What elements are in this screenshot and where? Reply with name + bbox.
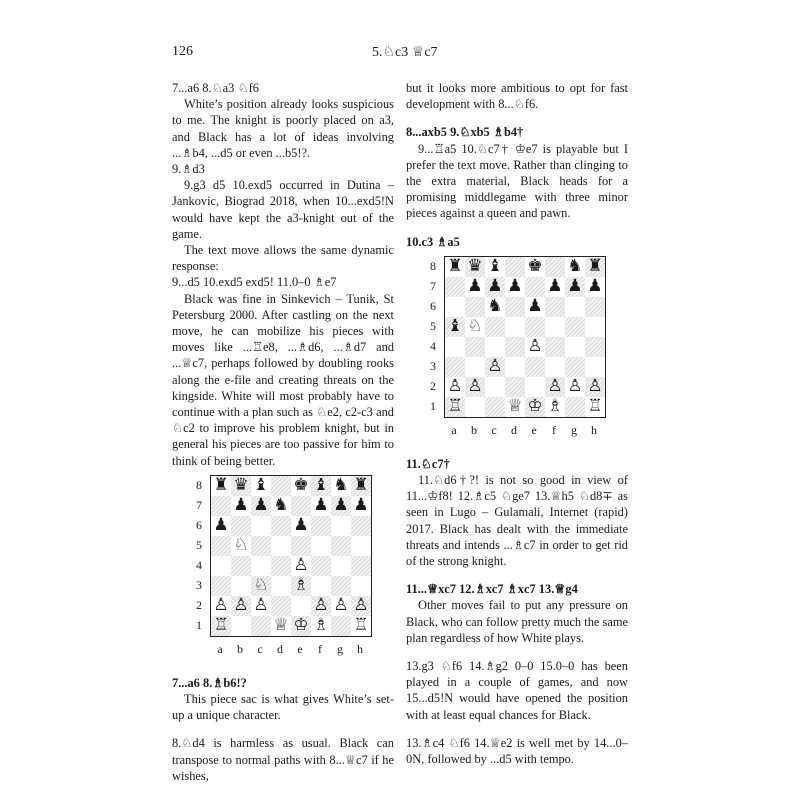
chess-piece-icon: ♙	[467, 376, 483, 397]
paragraph-gap	[406, 112, 628, 124]
chess-piece-icon: ♙	[587, 376, 603, 397]
chess-piece-icon: ♖	[213, 615, 229, 636]
chess-piece-icon: ♜	[353, 475, 369, 496]
board-square	[525, 337, 545, 357]
board-square	[231, 536, 251, 556]
rank-label: 5	[196, 537, 202, 552]
chess-piece-icon: ♟	[333, 495, 349, 516]
chess-piece-icon: ♘	[233, 535, 249, 556]
board-square	[291, 536, 311, 556]
chess-piece-icon: ♙	[233, 595, 249, 616]
chess-piece-icon: ♝	[313, 475, 329, 496]
paragraph-gap	[406, 222, 628, 234]
file-label: e	[297, 641, 303, 656]
file-label: e	[531, 422, 537, 437]
move-line: 8...axb5 9.♘xb5 ♗b4†	[406, 125, 524, 140]
board-square	[525, 257, 545, 277]
board-square	[291, 596, 311, 616]
commentary-paragraph: but it looks more ambitious to opt for fast development with 8...♘f6.	[406, 81, 628, 112]
board-square	[505, 357, 525, 377]
board-square	[545, 277, 565, 297]
rank-label: 2	[430, 378, 436, 393]
board-square	[485, 297, 505, 317]
left-column	[172, 80, 394, 784]
board-square	[545, 337, 565, 357]
chess-piece-icon: ♘	[253, 575, 269, 596]
chess-piece-icon: ♕	[507, 396, 523, 417]
file-label: h	[357, 641, 363, 656]
board-square	[465, 397, 485, 417]
commentary-paragraph: White’s position already looks suspicious to me. The knight is poorly placed on a3, and Black has a lot of ideas involving ...♗b4, ...d5 or even ...b5!?.	[172, 97, 394, 160]
rank-label: 3	[430, 358, 436, 373]
board-square	[311, 596, 331, 616]
board-square	[585, 257, 605, 277]
board-square	[231, 496, 251, 516]
file-label: c	[257, 641, 263, 656]
move-line: 9.♗d3	[172, 162, 205, 177]
board-square	[291, 476, 311, 496]
chess-piece-icon: ♝	[253, 475, 269, 496]
chess-piece-icon: ♙	[567, 376, 583, 397]
board-square	[445, 277, 465, 297]
board-square	[211, 496, 231, 516]
board-square	[465, 357, 485, 377]
rank-label: 7	[430, 278, 436, 293]
board-square	[565, 277, 585, 297]
commentary-paragraph: Black was fine in Sinkevich – Tunik, St Petersburg 2000. After castling on the next move, he can mobilize his pieces with moves like ...♖e8, ...♗d6, ...♗d7 and ...♕c7, perhaps followed by doubling rooks along the e-file and creating threats on the kingside. White will most probably have to continue with a plan such as ♘e2, c2-c3 and ♘c2 to improve his problem knight, but in general his pieces are too passive for him to think of being better.	[172, 291, 394, 468]
board-square	[271, 596, 291, 616]
file-label: h	[591, 422, 597, 437]
file-labels	[444, 422, 608, 438]
board-square	[545, 317, 565, 337]
chess-piece-icon: ♛	[233, 475, 249, 496]
move-line: 10.c3 ♗a5	[406, 234, 460, 249]
rank-labels	[192, 475, 206, 635]
commentary-paragraph: 13.g3 ♘f6 14.♗g2 0–0 15.0–0 has been played in a couple of games, and now 15...d5!N would have opened the position with at least equal chances for Black.	[406, 659, 628, 722]
board-square	[211, 596, 231, 616]
board-square	[331, 496, 351, 516]
rank-labels	[426, 256, 440, 416]
board-square	[311, 616, 331, 636]
chess-piece-icon: ♟	[253, 495, 269, 516]
rank-label: 8	[430, 258, 436, 273]
board-square	[351, 536, 371, 556]
board-square	[505, 257, 525, 277]
board-square	[291, 556, 311, 576]
board-square	[271, 576, 291, 596]
rank-label: 4	[430, 338, 436, 353]
chess-piece-icon: ♝	[447, 316, 463, 337]
board-square	[445, 297, 465, 317]
file-label: d	[511, 422, 517, 437]
board-square	[585, 397, 605, 417]
rank-label: 5	[430, 318, 436, 333]
chess-piece-icon: ♟	[353, 495, 369, 516]
board-square	[565, 317, 585, 337]
board-square	[485, 377, 505, 397]
chess-piece-icon: ♟	[507, 276, 523, 297]
board-square	[485, 337, 505, 357]
chess-piece-icon: ♗	[293, 575, 309, 596]
chess-piece-icon: ♙	[547, 376, 563, 397]
chess-piece-icon: ♙	[313, 595, 329, 616]
board-square	[465, 377, 485, 397]
rank-label: 6	[430, 298, 436, 313]
board-square	[585, 337, 605, 357]
paragraph-gap	[172, 723, 394, 735]
chess-piece-icon: ♙	[333, 595, 349, 616]
board-square	[465, 297, 485, 317]
chess-piece-icon: ♔	[293, 615, 309, 636]
board-square	[525, 377, 545, 397]
board-square	[585, 317, 605, 337]
paragraph-gap	[406, 646, 628, 658]
board-square	[465, 337, 485, 357]
board-square	[331, 616, 351, 636]
chess-piece-icon: ♟	[547, 276, 563, 297]
board-square	[545, 257, 565, 277]
board-square	[505, 337, 525, 357]
board-square	[505, 297, 525, 317]
board-square	[251, 536, 271, 556]
chess-piece-icon: ♗	[547, 396, 563, 417]
chess-diagram	[426, 256, 603, 456]
board-square	[525, 277, 545, 297]
board-square	[351, 476, 371, 496]
board-square	[565, 377, 585, 397]
chess-piece-icon: ♟	[293, 515, 309, 536]
board-square	[231, 516, 251, 536]
board-square	[445, 337, 465, 357]
board-square	[231, 556, 251, 576]
chess-piece-icon: ♞	[273, 495, 289, 516]
chess-piece-icon: ♞	[487, 296, 503, 317]
board-square	[351, 596, 371, 616]
commentary-paragraph: 8.♘d4 is harmless as usual. Black can transpose to normal paths with 8...♕c7 if he wishes,	[172, 736, 394, 783]
chess-piece-icon: ♙	[253, 595, 269, 616]
board-square	[465, 277, 485, 297]
chess-piece-icon: ♚	[527, 256, 543, 277]
commentary-paragraph: 9.g3 d5 10.exd5 occurred in Dutina – Jankovic, Biograd 2018, when 10...exd5!N would have kept the a3-knight out of the game.	[172, 178, 394, 241]
chess-piece-icon: ♟	[567, 276, 583, 297]
rank-label: 8	[196, 477, 202, 492]
board-square	[311, 476, 331, 496]
commentary-paragraph: The text move allows the same dynamic response:	[172, 243, 394, 274]
board-square	[211, 616, 231, 636]
chess-piece-icon: ♙	[353, 595, 369, 616]
board-square	[585, 357, 605, 377]
board-square	[565, 397, 585, 417]
board-square	[525, 317, 545, 337]
board-square	[211, 556, 231, 576]
file-label: d	[277, 641, 283, 656]
file-label: b	[237, 641, 243, 656]
board-square	[485, 397, 505, 417]
board-square	[565, 257, 585, 277]
board-square	[485, 317, 505, 337]
rank-label: 1	[196, 617, 202, 632]
board-square	[445, 357, 465, 377]
file-label: a	[217, 641, 223, 656]
chess-piece-icon: ♖	[447, 396, 463, 417]
chess-piece-icon: ♘	[467, 316, 483, 337]
board-square	[351, 616, 371, 636]
board-square	[311, 556, 331, 576]
chess-piece-icon: ♖	[353, 615, 369, 636]
chess-piece-icon: ♟	[213, 515, 229, 536]
board-square	[331, 476, 351, 496]
chess-piece-icon: ♕	[273, 615, 289, 636]
board-square	[545, 297, 565, 317]
move-line: 11.♘c7†	[406, 456, 450, 471]
board-square	[211, 576, 231, 596]
board-square	[505, 277, 525, 297]
board-square	[351, 576, 371, 596]
board-square	[525, 297, 545, 317]
file-label: g	[571, 422, 577, 437]
page-number: 126	[172, 44, 193, 59]
board-square	[311, 536, 331, 556]
board-square	[271, 556, 291, 576]
running-head: 5.♘c3 ♕c7	[372, 45, 438, 60]
board-square	[351, 556, 371, 576]
chess-diagram	[192, 475, 369, 675]
board-square	[291, 516, 311, 536]
chess-piece-icon: ♙	[293, 555, 309, 576]
move-line: 7...a6 8.♗b6!?	[172, 675, 247, 690]
board-square	[271, 616, 291, 636]
chess-piece-icon: ♚	[293, 475, 309, 496]
board-square	[211, 536, 231, 556]
board-square	[505, 397, 525, 417]
chess-piece-icon: ♟	[313, 495, 329, 516]
chess-piece-icon: ♙	[527, 336, 543, 357]
chess-piece-icon: ♙	[447, 376, 463, 397]
board-square	[251, 596, 271, 616]
board-square	[485, 257, 505, 277]
board-square	[525, 397, 545, 417]
board-square	[331, 516, 351, 536]
chess-piece-icon: ♝	[487, 256, 503, 277]
board-square	[465, 257, 485, 277]
board-square	[585, 277, 605, 297]
board-square	[211, 516, 231, 536]
chess-piece-icon: ♗	[313, 615, 329, 636]
board-square	[445, 317, 465, 337]
chess-piece-icon: ♞	[333, 475, 349, 496]
move-line: 9...d5 10.exd5 exd5! 11.0–0 ♗e7	[172, 275, 337, 290]
board-square	[331, 576, 351, 596]
board-square	[545, 377, 565, 397]
board-square	[465, 317, 485, 337]
paragraph-gap	[406, 723, 628, 735]
board-square	[485, 357, 505, 377]
chess-piece-icon: ♙	[487, 356, 503, 377]
board-square	[445, 257, 465, 277]
chess-piece-icon: ♟	[487, 276, 503, 297]
board-square	[351, 516, 371, 536]
chess-piece-icon: ♟	[527, 296, 543, 317]
board-square	[565, 337, 585, 357]
chess-piece-icon: ♜	[213, 475, 229, 496]
chess-piece-icon: ♙	[213, 595, 229, 616]
board-square	[331, 556, 351, 576]
board-square	[291, 496, 311, 516]
board-square	[445, 377, 465, 397]
paragraph-gap	[406, 569, 628, 581]
board-square	[251, 516, 271, 536]
rank-label: 1	[430, 398, 436, 413]
board-square	[231, 576, 251, 596]
file-label: c	[491, 422, 497, 437]
file-label: a	[451, 422, 457, 437]
board-square	[505, 377, 525, 397]
board-square	[271, 476, 291, 496]
board-square	[251, 556, 271, 576]
board-square	[251, 476, 271, 496]
chess-piece-icon: ♔	[527, 396, 543, 417]
board-square	[251, 576, 271, 596]
file-label: b	[471, 422, 477, 437]
file-label: g	[337, 641, 343, 656]
board-square	[565, 297, 585, 317]
rank-label: 6	[196, 517, 202, 532]
commentary-paragraph: Other moves fail to put any pressure on Black, who can follow pretty much the same plan regardless of how White plays.	[406, 598, 628, 645]
board-square	[291, 576, 311, 596]
board-square	[271, 516, 291, 536]
board-square	[505, 317, 525, 337]
board-square	[211, 476, 231, 496]
board-square	[445, 397, 465, 417]
board-square	[545, 357, 565, 377]
commentary-paragraph: 11.♘d6†?! is not so good in view of 11...♔f8! 12.♗c5 ♘ge7 13.♕h5 ♘d8∓ as seen in Lugo – Gulamali, Internet (rapid) 2017. Black has dealt with the immediate threats and intends ...♗c7 in order to get rid of the strong knight.	[406, 473, 628, 569]
right-column	[406, 80, 628, 767]
move-line: 11...♕xc7 12.♗xc7 ♗xc7 13.♕g4	[406, 582, 578, 597]
commentary-paragraph: 13.♗c4 ♘f6 14.♕e2 is well met by 14...0–0N, followed by ...d5 with tempo.	[406, 735, 628, 767]
chess-piece-icon: ♟	[233, 495, 249, 516]
board-square	[545, 397, 565, 417]
board-square	[565, 357, 585, 377]
file-label: f	[318, 641, 322, 656]
rank-label: 7	[196, 497, 202, 512]
board-square	[331, 536, 351, 556]
rank-label: 3	[196, 577, 202, 592]
board-square	[351, 496, 371, 516]
chess-piece-icon: ♖	[587, 396, 603, 417]
board-square	[231, 596, 251, 616]
board-square	[271, 536, 291, 556]
board-square	[231, 616, 251, 636]
move-line: 7...a6 8.♘a3 ♘f6	[172, 81, 259, 95]
file-label: f	[552, 422, 556, 437]
chess-piece-icon: ♛	[467, 256, 483, 277]
board-square	[585, 297, 605, 317]
board-square	[311, 496, 331, 516]
chess-piece-icon: ♟	[467, 276, 483, 297]
board-square	[251, 496, 271, 516]
board-square	[485, 277, 505, 297]
board-square	[311, 576, 331, 596]
chess-piece-icon: ♜	[447, 256, 463, 277]
page-header	[172, 44, 628, 64]
board-square	[331, 596, 351, 616]
board-square	[271, 496, 291, 516]
chess-board	[210, 475, 372, 637]
board-square	[291, 616, 311, 636]
board-square	[525, 357, 545, 377]
commentary-paragraph: This piece sac is what gives White’s set-up a unique character.	[172, 692, 394, 723]
rank-label: 2	[196, 597, 202, 612]
board-square	[311, 516, 331, 536]
rank-label: 4	[196, 557, 202, 572]
file-labels	[210, 641, 374, 657]
chess-piece-icon: ♜	[587, 256, 603, 277]
chess-piece-icon: ♞	[567, 256, 583, 277]
chess-piece-icon: ♟	[587, 276, 603, 297]
chess-board	[444, 256, 606, 418]
board-square	[585, 377, 605, 397]
board-square	[231, 476, 251, 496]
board-square	[251, 616, 271, 636]
commentary-paragraph: 9...♖a5 10.♘c7† ♔e7 is playable but I prefer the text move. Rather than clinging to the extra material, Black heads for a promising middlegame with three minor pieces against a queen and pawn.	[406, 141, 628, 221]
